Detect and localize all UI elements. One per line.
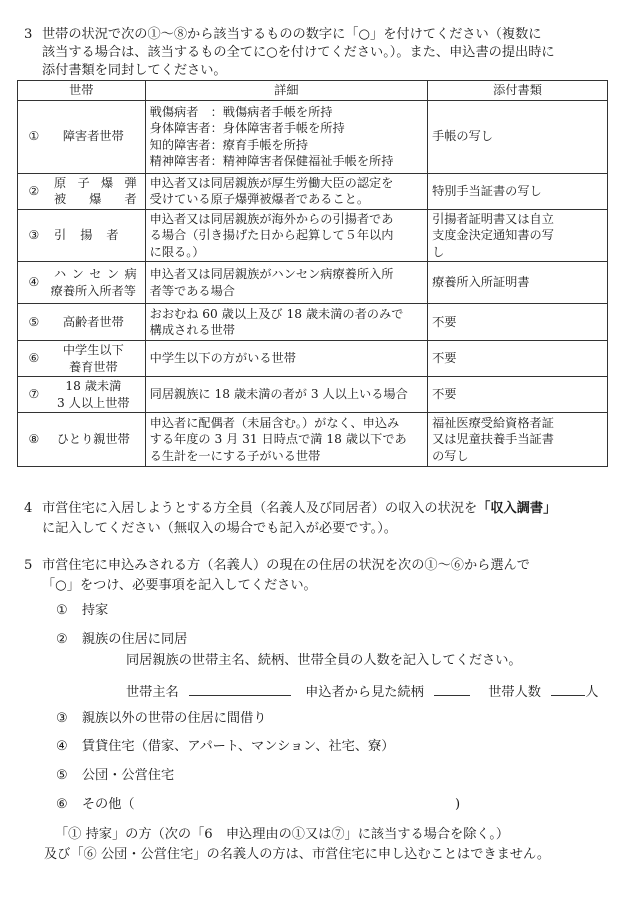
option-6[interactable] bbox=[56, 796, 135, 814]
section-5 bbox=[24, 557, 610, 593]
detail-cell bbox=[145, 173, 427, 209]
detail-cell bbox=[145, 377, 427, 413]
section-4 bbox=[24, 500, 610, 536]
section-4-line-2: に記入してください（無収入の場合でも記入が必要です。）。 bbox=[42, 521, 397, 536]
detail-cell bbox=[145, 304, 427, 341]
detail-line: 身体障害者：身体障害者手帳を所持 bbox=[149, 121, 345, 135]
attachment-line: 手帳の写し bbox=[432, 129, 493, 144]
table-row bbox=[18, 262, 608, 304]
option-number: ④ bbox=[56, 739, 68, 754]
section-4-number: 4 bbox=[24, 501, 33, 516]
header-household: 世帯 bbox=[18, 81, 146, 101]
household-count-label: 世帯人数 bbox=[488, 685, 541, 700]
detail-cell bbox=[145, 100, 427, 173]
option-number: ⑤ bbox=[56, 768, 68, 783]
section-3-line-2: 該当する場合は、該当するもの全てに○を付けてください。）。また、申込書の提出時に bbox=[42, 45, 555, 60]
table-row bbox=[18, 173, 608, 209]
row-number: ⑧ bbox=[28, 432, 40, 447]
option-label: 親族の住居に同居 bbox=[81, 632, 188, 647]
household-label: ハンセン病 bbox=[54, 267, 137, 281]
detail-line: 申込者に配偶者（未届含む。）がなく、申込み bbox=[149, 415, 400, 430]
row-number: ③ bbox=[28, 228, 40, 242]
detail-cell bbox=[145, 262, 427, 304]
attachment-cell bbox=[428, 413, 608, 467]
detail-line: る場合（引き揚げた日から起算して５年以内 bbox=[149, 228, 394, 242]
relation-label: 申込者から見た続柄 bbox=[305, 685, 424, 700]
row-number: ⑥ bbox=[28, 351, 40, 366]
attachment-cell bbox=[428, 262, 608, 304]
attachment-line: 療養所入所証明書 bbox=[432, 275, 530, 290]
detail-line: る生計を一にする子がいる世帯 bbox=[149, 448, 321, 463]
detail-cell bbox=[145, 341, 427, 377]
table-row bbox=[18, 377, 608, 413]
attachment-line: 不要 bbox=[432, 351, 457, 366]
table-row bbox=[18, 100, 608, 173]
household-head-input[interactable] bbox=[189, 683, 291, 696]
section-5-number: 5 bbox=[24, 558, 33, 573]
household-cell bbox=[18, 304, 146, 341]
household-cell bbox=[18, 173, 146, 209]
household-label: 障害者世帯 bbox=[62, 129, 124, 144]
attachment-cell bbox=[428, 209, 608, 262]
detail-line: 構成される世帯 bbox=[149, 323, 235, 337]
household-table bbox=[17, 80, 608, 467]
relative-fields bbox=[126, 683, 598, 702]
option-label: 公団・公営住宅 bbox=[81, 768, 175, 783]
detail-line: 中学生以下の方がいる世帯 bbox=[149, 351, 296, 366]
section-5-line-2: 「○」をつけ、必要事項を記入してください。 bbox=[42, 578, 317, 593]
section-5-line-1: 市営住宅に申込みされる方（名義人）の現在の住居の状況を次の①～⑥から選んで bbox=[42, 558, 530, 573]
table-row bbox=[18, 413, 608, 467]
detail-line: する年度の 3 月 31 日時点で満 18 歳以下であ bbox=[149, 432, 407, 447]
section-3-line-1: 世帯の状況で次の①～⑧から該当するものの数字に「○」を付けてください（複数に bbox=[42, 27, 542, 42]
household-cell bbox=[18, 209, 146, 262]
income-form-name: 「収入調書」 bbox=[477, 501, 557, 516]
row-number: ⑦ bbox=[28, 387, 40, 402]
option-number: ① bbox=[56, 603, 68, 618]
household-label: 高齢者世帯 bbox=[62, 314, 124, 329]
option-number: ② bbox=[56, 632, 68, 647]
note-line-2: 及び「⑥ 公団・公営住宅」の名義人の方は、市営住宅に申し込むことはできません。 bbox=[44, 847, 551, 862]
detail-line: 知的障害者：療育手帳を所持 bbox=[149, 137, 309, 152]
detail-line: 者等である場合 bbox=[149, 283, 235, 298]
option-5[interactable] bbox=[56, 767, 174, 785]
option-label: 親族以外の世帯の住居に間借り bbox=[81, 711, 267, 726]
household-label: 被爆者 bbox=[54, 192, 137, 206]
household-cell bbox=[18, 262, 146, 304]
table-row bbox=[18, 304, 608, 341]
household-count-input[interactable] bbox=[551, 683, 585, 696]
note-line-1: 「① 持家」の方（次の「6 申込理由の①又は⑦」に該当する場合を除く。） bbox=[55, 827, 510, 842]
detail-line: 申込者又は同居親族が海外からの引揚者であ bbox=[149, 211, 394, 226]
attachment-line: 引揚者証明書又は自立 bbox=[432, 211, 554, 226]
option-2[interactable] bbox=[56, 631, 187, 649]
header-attachment: 添付書類 bbox=[428, 81, 608, 101]
attachment-line: し bbox=[432, 244, 445, 259]
attachment-cell bbox=[428, 341, 608, 377]
attachment-line: 不要 bbox=[432, 314, 457, 329]
household-label: 原子爆弾 bbox=[54, 175, 137, 190]
household-label: 養育世帯 bbox=[68, 359, 118, 374]
attachment-cell bbox=[428, 173, 608, 209]
attachment-line: 不要 bbox=[432, 387, 457, 402]
row-number: ② bbox=[28, 183, 40, 198]
detail-line: 申込者又は同居親族がハンセン病療養所入所 bbox=[149, 267, 394, 281]
detail-cell bbox=[145, 209, 427, 262]
header-detail: 詳細 bbox=[145, 81, 427, 101]
option-3[interactable] bbox=[56, 710, 266, 728]
attachment-line: 支度金決定通知書の写 bbox=[432, 228, 554, 242]
section-4-line-1 bbox=[42, 500, 610, 518]
household-label: 療養所入所者等 bbox=[50, 283, 136, 298]
household-cell bbox=[18, 413, 146, 467]
attachment-line: 特別手当証書の写し bbox=[432, 183, 542, 198]
other-close-paren: ) bbox=[455, 797, 461, 812]
row-number: ④ bbox=[28, 275, 40, 290]
detail-line: 戦傷病者 ：戦傷病者手帳を所持 bbox=[149, 104, 333, 119]
option-label: 賃貸住宅（借家、アパート、マンション、社宅、寮） bbox=[81, 739, 395, 754]
option-label: その他（ bbox=[81, 797, 135, 812]
household-label: 中学生以下 bbox=[62, 343, 124, 357]
detail-line: 精神障害者：精神障害者保健福祉手帳を所持 bbox=[149, 154, 394, 168]
other-input[interactable] bbox=[150, 798, 450, 812]
household-cell bbox=[18, 100, 146, 173]
attachment-line: 又は児童扶養手当証書 bbox=[432, 432, 554, 447]
attachment-line: 福祉医療受給資格者証 bbox=[432, 415, 554, 430]
section-3-line-3: 添付書類を同封してください。 bbox=[42, 63, 227, 78]
detail-line: 同居親族に 18 歳未満の者が 3 人以上いる場合 bbox=[149, 387, 408, 402]
option-1[interactable] bbox=[56, 602, 108, 620]
attachment-cell bbox=[428, 304, 608, 341]
detail-line: 受けている原子爆弾被爆者であること。 bbox=[149, 192, 370, 206]
option-label: 持家 bbox=[81, 603, 109, 618]
household-label: 3 人以上世帯 bbox=[57, 395, 130, 410]
relation-input[interactable] bbox=[434, 683, 470, 696]
section-3-number: 3 bbox=[24, 27, 33, 42]
table-row bbox=[18, 341, 608, 377]
detail-cell bbox=[145, 413, 427, 467]
option-number: ③ bbox=[56, 711, 68, 726]
household-label: ひとり親世帯 bbox=[56, 432, 130, 447]
attachment-cell bbox=[428, 100, 608, 173]
household-cell bbox=[18, 377, 146, 413]
option-4[interactable] bbox=[56, 738, 394, 756]
detail-line: おおむね 60 歳以上及び 18 歳未満の者のみで bbox=[149, 306, 404, 321]
section-3 bbox=[24, 26, 610, 80]
row-number: ① bbox=[28, 129, 40, 144]
detail-line: 申込者又は同居親族が厚生労働大臣の認定を bbox=[149, 175, 394, 190]
household-head-label: 世帯主名 bbox=[126, 685, 179, 700]
relative-note: 同居親族の世帯主名、続柄、世帯全員の人数を記入してください。 bbox=[126, 653, 522, 668]
detail-line: に限る。） bbox=[149, 244, 205, 259]
household-cell bbox=[18, 341, 146, 377]
attachment-line: の写し bbox=[432, 448, 469, 463]
table-header-row bbox=[18, 81, 608, 101]
household-label: 18 歳未満 bbox=[65, 379, 122, 393]
row-number: ⑤ bbox=[28, 314, 40, 329]
count-unit: 人 bbox=[585, 685, 599, 700]
option-number: ⑥ bbox=[56, 797, 68, 812]
table-row bbox=[18, 209, 608, 262]
section-4-text: 市営住宅に入居しようとする方全員（名義人及び同居者）の収入の状況を bbox=[42, 501, 478, 516]
attachment-cell bbox=[428, 377, 608, 413]
household-label: 引揚者 bbox=[54, 228, 133, 242]
